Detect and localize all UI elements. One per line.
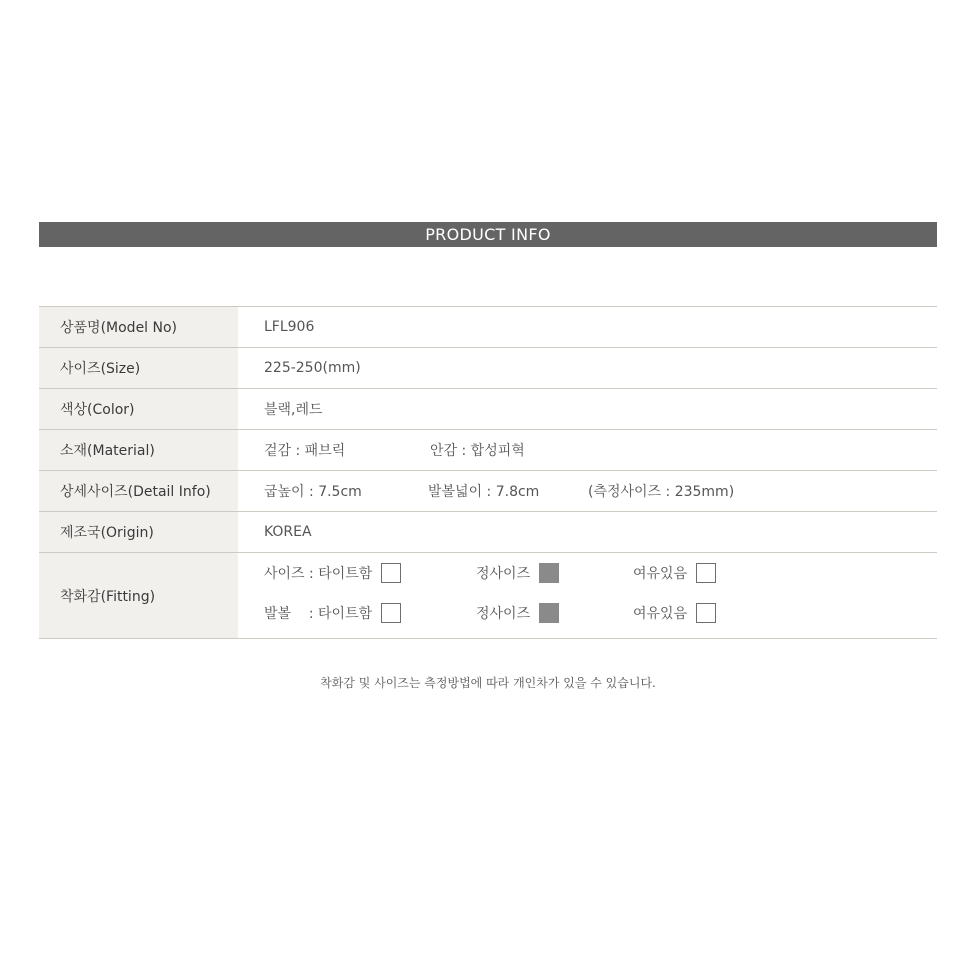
disclaimer-note: 착화감 및 사이즈는 측정방법에 따라 개인차가 있을 수 있습니다. — [320, 676, 656, 690]
fitting-value — [238, 553, 937, 638]
size-label: 사이즈(Size) — [39, 348, 238, 388]
size-value: 225-250(mm) — [264, 360, 361, 376]
fit-width-loose — [633, 603, 716, 623]
fit-width-regular-checkbox[interactable] — [539, 603, 559, 623]
measured-size: (측정사이즈 : 235mm) — [588, 484, 735, 500]
detail-value — [238, 471, 937, 511]
row-fitting — [39, 553, 937, 639]
model-value: LFL906 — [264, 319, 315, 335]
fit-width-loose-label: 여유있음 — [633, 606, 688, 622]
fit-width-tight — [264, 603, 401, 623]
material-label: 소재(Material) — [39, 430, 238, 470]
fit-size-loose-checkbox[interactable] — [696, 563, 716, 583]
origin-value: KOREA — [264, 524, 312, 540]
fit-size-name: 사이즈 : 타이트함 — [264, 566, 373, 582]
fit-size-regular-checkbox[interactable] — [539, 563, 559, 583]
origin-label: 제조국(Origin) — [39, 512, 238, 552]
material-inner: 안감 : 합성피혁 — [430, 443, 525, 459]
row-origin — [39, 512, 937, 553]
fitting-line-size — [264, 563, 937, 583]
fit-size-loose — [633, 563, 716, 583]
material-value — [238, 430, 937, 470]
material-outer: 겉감 : 패브릭 — [264, 443, 346, 459]
row-size — [39, 348, 937, 389]
model-label: 상품명(Model No) — [39, 307, 238, 347]
fit-width-name: 발볼 : 타이트함 — [264, 606, 373, 622]
detail-label: 상세사이즈(Detail Info) — [39, 471, 238, 511]
foot-width: 발볼넓이 : 7.8cm — [428, 484, 540, 500]
row-material — [39, 430, 937, 471]
product-info-banner — [39, 222, 937, 247]
fit-size-regular — [476, 563, 559, 583]
banner-title: PRODUCT INFO — [425, 225, 551, 244]
fitting-line-width — [264, 603, 937, 623]
row-color — [39, 389, 937, 430]
color-label: 색상(Color) — [39, 389, 238, 429]
color-value: 블랙,레드 — [264, 402, 323, 418]
fit-width-loose-checkbox[interactable] — [696, 603, 716, 623]
row-detail — [39, 471, 937, 512]
heel-height: 굽높이 : 7.5cm — [264, 484, 362, 500]
fit-width-regular — [476, 603, 559, 623]
fit-size-tight-checkbox[interactable] — [381, 563, 401, 583]
product-info-table — [39, 306, 937, 639]
fit-size-regular-label: 정사이즈 — [476, 566, 531, 582]
row-model — [39, 307, 937, 348]
fitting-label: 착화감(Fitting) — [39, 553, 238, 638]
fit-size-tight — [264, 563, 401, 583]
fit-size-loose-label: 여유있음 — [633, 566, 688, 582]
fit-width-regular-label: 정사이즈 — [476, 606, 531, 622]
fit-width-tight-checkbox[interactable] — [381, 603, 401, 623]
